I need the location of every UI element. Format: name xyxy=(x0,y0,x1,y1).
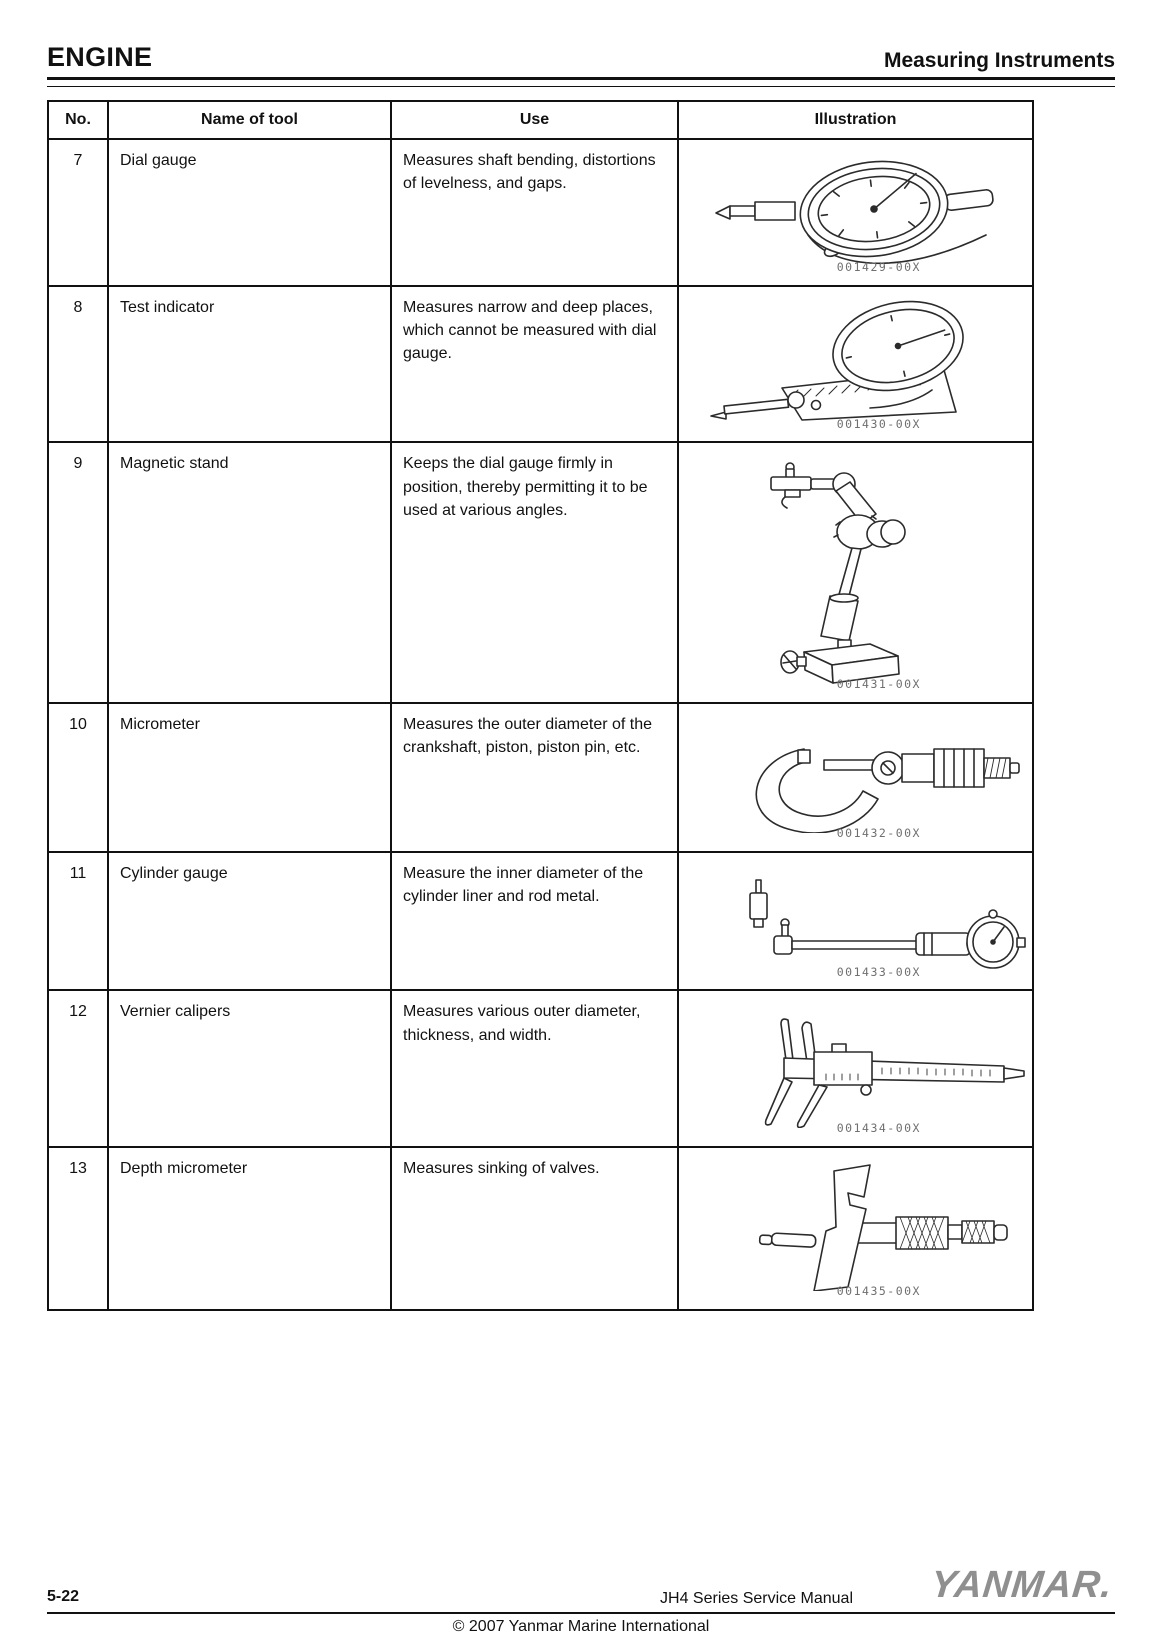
col-header-use: Use xyxy=(391,101,678,139)
micrometer-illustration xyxy=(686,717,1026,833)
page-number: 5-22 xyxy=(47,1588,80,1605)
tool-number: 12 xyxy=(48,990,108,1147)
tool-row xyxy=(48,852,1033,991)
tool-use: Keeps the dial gauge firmly in position, thereby permitting it to be used at various angles. xyxy=(391,442,678,703)
tool-illustration-cell xyxy=(678,442,1033,703)
figure-code: 001430-00X xyxy=(836,416,921,431)
table-body xyxy=(48,139,1033,1310)
figure-code: 001429-00X xyxy=(836,260,921,274)
tool-number: 9 xyxy=(48,442,108,703)
tool-row xyxy=(48,442,1033,703)
tool-use: Measures shaft bending, distortions of levelness, and gaps. xyxy=(391,139,678,286)
tool-use: Measure the inner diameter of the cylinder liner and rod metal. xyxy=(391,852,678,991)
tool-use: Measures sinking of valves. xyxy=(391,1147,678,1310)
tool-illustration-cell xyxy=(678,852,1033,991)
measuring-instruments-table xyxy=(47,100,1034,1311)
manual-title: JH4 Series Service Manual xyxy=(660,1590,853,1607)
tool-illustration-cell xyxy=(678,1147,1033,1310)
magnetic-stand-illustration xyxy=(686,456,1026,684)
tool-name: Cylinder gauge xyxy=(108,852,391,991)
tool-number: 10 xyxy=(48,703,108,852)
tool-illustration-cell xyxy=(678,703,1033,852)
tool-name: Magnetic stand xyxy=(108,442,391,703)
header-rule xyxy=(47,77,1115,87)
tool-number: 13 xyxy=(48,1147,108,1310)
copyright-text: © 2007 Yanmar Marine International xyxy=(452,1618,710,1635)
footer-rule xyxy=(47,1612,1115,1614)
figure-code: 001431-00X xyxy=(836,677,921,692)
figure-code: 001435-00X xyxy=(836,1284,921,1299)
dial-gauge-illustration xyxy=(686,153,1026,267)
tool-row xyxy=(48,1147,1033,1310)
tool-name: Dial gauge xyxy=(108,139,391,286)
page-header xyxy=(47,42,1115,73)
tool-illustration-cell xyxy=(678,990,1033,1147)
test-indicator-illustration xyxy=(686,300,1026,424)
figure-code: 001432-00X xyxy=(836,826,921,841)
col-header-no: No. xyxy=(48,101,108,139)
tool-row xyxy=(48,139,1033,286)
col-header-name: Name of tool xyxy=(108,101,391,139)
tool-use: Measures narrow and deep places, which cannot be measured with dial gauge. xyxy=(391,286,678,443)
tool-use: Measures the outer diameter of the crankshaft, piston, piston pin, etc. xyxy=(391,703,678,852)
depth-micrometer-illustration xyxy=(686,1161,1026,1291)
tool-row xyxy=(48,990,1033,1147)
tool-use: Measures various outer diameter, thickness, and width. xyxy=(391,990,678,1147)
tool-number: 8 xyxy=(48,286,108,443)
tool-name: Micrometer xyxy=(108,703,391,852)
tool-row xyxy=(48,286,1033,443)
tool-number: 11 xyxy=(48,852,108,991)
tool-illustration-cell xyxy=(678,286,1033,443)
section-title: ENGINE xyxy=(47,42,153,72)
tool-name: Vernier calipers xyxy=(108,990,391,1147)
table-header-row xyxy=(48,101,1033,139)
tool-name: Depth micrometer xyxy=(108,1147,391,1310)
tool-row xyxy=(48,703,1033,852)
col-header-illustration: Illustration xyxy=(678,101,1033,139)
figure-code: 001433-00X xyxy=(836,964,921,979)
figure-code: 001434-00X xyxy=(836,1121,921,1136)
chapter-title: Measuring Instruments xyxy=(883,49,1115,72)
page-footer xyxy=(47,1560,1116,1635)
tool-name: Test indicator xyxy=(108,286,391,443)
tool-number: 7 xyxy=(48,139,108,286)
yanmar-logo: YANMAR. xyxy=(929,1564,1116,1606)
cylinder-gauge-illustration xyxy=(686,866,1026,972)
tool-illustration-cell xyxy=(678,139,1033,286)
vernier-calipers-illustration xyxy=(686,1004,1026,1128)
